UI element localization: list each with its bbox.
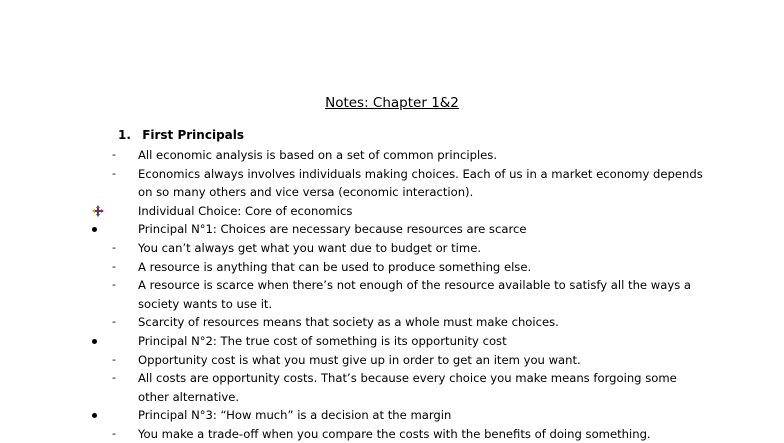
list-item [0,220,784,238]
list-item [0,332,784,350]
list-item-text: Principal N°2: The true cost of something is its opportunity cost [138,334,507,348]
list-item [0,202,784,220]
dash-marker: - [112,371,116,385]
list-item-text: You make a trade-off when you compare the costs with the benefits of doing something. [138,427,651,441]
list-item-text: other alternative. [138,389,240,404]
list-item [0,313,784,331]
list-item-text: Economics always involves individuals making choices. Each of us in a market economy depends [138,166,703,181]
list-item [0,146,784,164]
list-item [0,239,784,257]
document-title: Notes: Chapter 1&2 [325,95,459,111]
list-item [0,369,784,387]
list-item [0,406,784,424]
dash-marker: - [112,148,116,161]
list-item-text: Scarcity of resources means that society as a whole must make choices. [138,315,559,330]
list-item [0,351,784,369]
dash-marker: - [112,166,116,180]
section-heading-text: First Principals [142,128,245,142]
list-item [0,295,784,313]
list-item [0,165,784,183]
list-item [0,425,784,443]
list-item-text: A resource is scarce when there’s not enough of the resource available to satisfy all the ways a [138,278,692,293]
list-item-text: Principal N°1: Choices are necessary because resources are scarce [138,222,527,237]
list-item-text: Opportunity cost is what you must give up in order to get an item you want. [138,352,581,367]
section-heading [118,128,244,142]
list-item-text: on so many others and vice versa (economic interaction). [138,185,474,200]
section-number: 1. [118,128,131,142]
list-item-text: All economic analysis is based on a set of common principles. [138,148,498,162]
four-arrows-icon [92,205,104,217]
list-item-text: A resource is anything that can be used to produce something else. [138,259,532,274]
list-item-text: You can’t always get what you want due to budget or time. [138,241,482,255]
dash-marker: - [112,427,116,440]
dash-marker: - [112,259,116,273]
list-item [0,258,784,276]
bullet-icon [92,413,97,418]
dash-marker: - [112,315,116,329]
dash-marker: - [112,278,116,292]
list-item [0,276,784,294]
list-item-text: All costs are opportunity costs. That’s because every choice you make means forgoing some [138,371,677,386]
list-item-text: Individual Choice: Core of economics [138,203,353,218]
dash-marker: - [112,352,116,366]
list-item [0,183,784,201]
list-item-text: society wants to use it. [138,296,273,311]
bullet-icon [92,339,97,344]
list-item-text: Principal N°3: “How much” is a decision at the margin [138,408,452,423]
bullet-icon [92,227,97,232]
list-item [0,388,784,406]
dash-marker: - [112,241,116,254]
